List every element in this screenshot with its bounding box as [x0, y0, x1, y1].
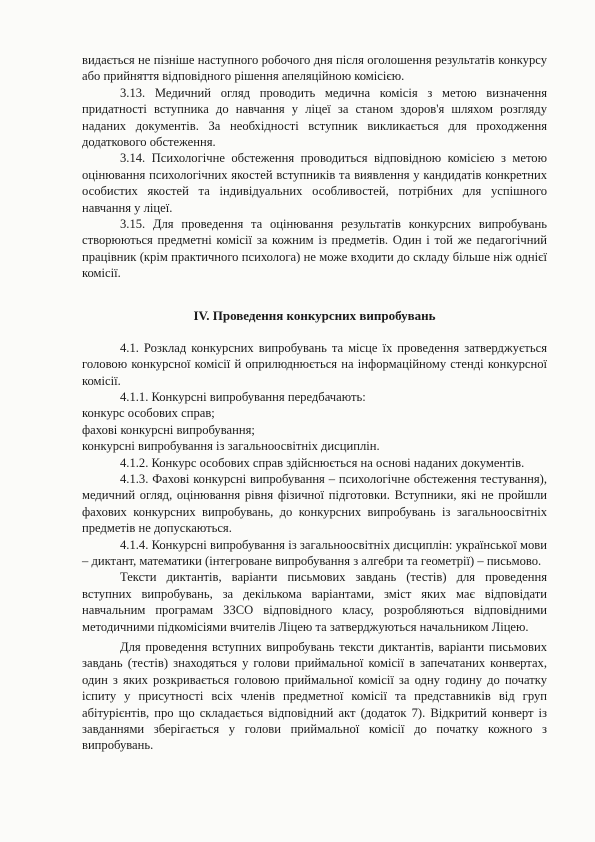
- clause-3-14: 3.14. Психологічне обстеження проводиться відповідною комісією з метою оцінювання психологічних якостей вступників та виявлення у кандидатів конкретних особистих якостей та індивідуальних особливостей, потрібних для успішного навчання у ліцеї.: [82, 151, 547, 215]
- clause-4-1: 4.1. Розклад конкурсних випробувань та місце їх проведення затверджується головою конкурсної комісії й оприлюднюється на інформаційному стенді конкурсної комісії.: [82, 340, 547, 388]
- clause-3-15: 3.15. Для проведення та оцінювання результатів конкурсних випробувань створюються предметні комісії за кожним із предметів. Один і той же педагогічний працівник (крім практичного психолога) не може входити до складу більше ніж однієї комісії.: [82, 217, 547, 281]
- clause-3-13: 3.13. Медичний огляд проводить медична комісія з метою визначення придатності вступника до навчання у ліцеї за станом здоров'я шляхом розгляду наданих документів. За необхідності вступник викликається для проходження додаткового обстеження.: [82, 85, 547, 150]
- texts-paragraph: Тексти диктантів, варіанти письмових завдань (тестів) для проведення вступних випробувань, за декількома варіантами, зміст яких має відповідати навчальним програмам ЗЗСО відповідного класу, розробляються відповідними методичними підкомісіями вчителів Ліцею та затверджуються начальником Ліцею.: [82, 570, 547, 634]
- clause-4-1-4: 4.1.4. Конкурсні випробування із загальноосвітніх дисциплін: української мови – диктант, математики (інтегроване випробування з алгебри та геометрії) – письмово.: [82, 537, 547, 568]
- section-heading: IV. Проведення конкурсних випробувань: [193, 307, 436, 323]
- clause-4-1-2: 4.1.2. Конкурс особових справ здійснюється на основі наданих документів.: [120, 455, 525, 470]
- continuation-paragraph: видається не пізніше наступного робочого дня після оголошення результатів конкурсу або прийняття відповідного рішення апеляційною комісією.: [82, 53, 547, 84]
- list-item: конкурсні випробування із загальноосвітніх дисциплін.: [82, 439, 380, 454]
- envelopes-paragraph: Для проведення вступних випробувань тексти диктантів, варіанти письмових завдань (тестів) знаходяться у голови приймальної комісії в запечатаних конвертах, один з яких розкривається головою приймальної комісії за одну годину до початку іспиту у присутності всіх членів предметної комісії та представників від груп абітурієнтів, про що складається відповідний акт (додаток 7). Відкритий конверт із завданнями зберігається у голови приймальної комісії до початку кожного з випробувань.: [82, 640, 547, 753]
- clause-4-1-1: 4.1.1. Конкурсні випробування передбачають:: [120, 389, 366, 404]
- list-item: фахові конкурсні випробування;: [82, 422, 255, 437]
- clause-4-1-3: 4.1.3. Фахові конкурсні випробування – психологічне обстеження тестування), медичний огляд, оцінювання рівня фізичної підготовки. Вступники, які не пройшли фахових конкурсних випробувань, до конкурсних випробувань із загальноосвітніх предметів не допускаються.: [82, 471, 547, 536]
- list-item: конкурс особових справ;: [82, 406, 215, 421]
